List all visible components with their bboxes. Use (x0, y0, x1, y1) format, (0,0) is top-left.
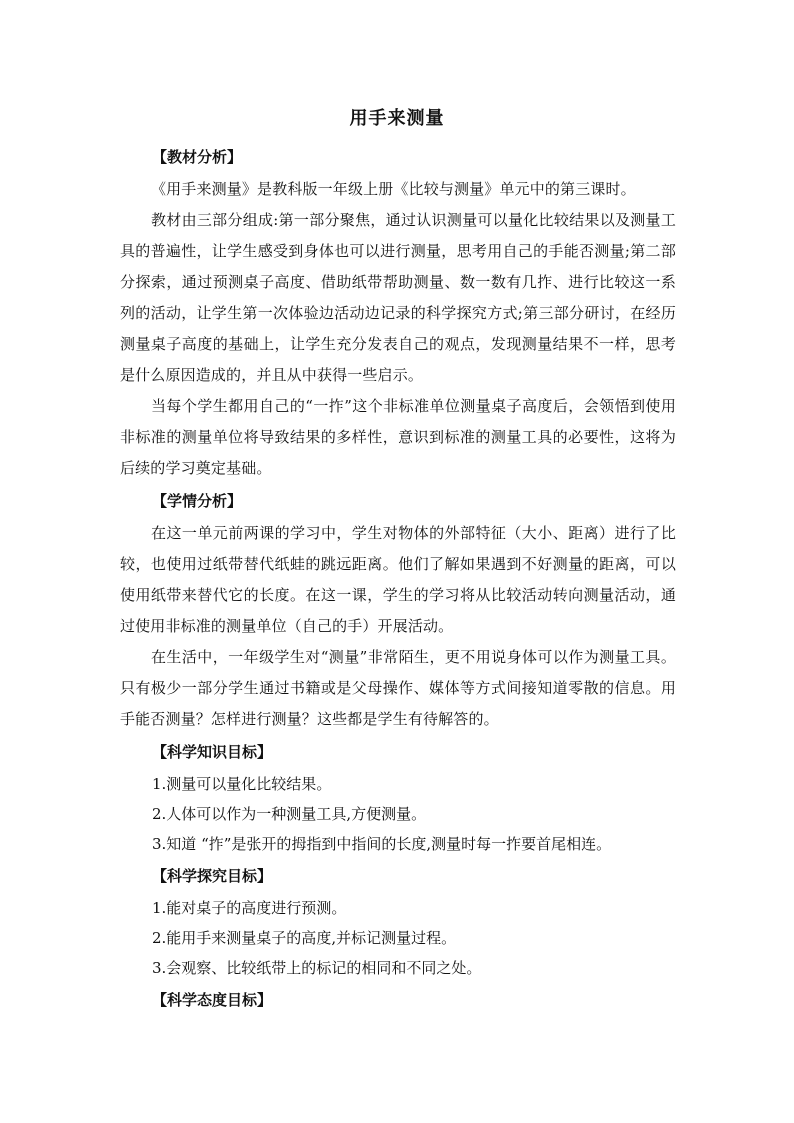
list-item: 2.人体可以作为一种测量工具,方便测量。 (152, 805, 427, 823)
section-heading-knowledge: 【科学知识目标】 (152, 743, 273, 761)
section-heading-attitude: 【科学态度目标】 (152, 991, 273, 1009)
section-heading-students: 【学情分析】 (152, 492, 243, 510)
paragraph: 在生活中，一年级学生对“测量”非常陌生，更不用说身体可以作为测量工具。只有极少一部分学生通过书籍或是父母操作、媒体等方式间接知道零散的信息。用手能否测量？怎样进行测量？这些都是学生有待解答的。 (120, 648, 676, 728)
list-item: 3.会观察、比较纸带上的标记的相同和不同之处。 (152, 959, 482, 977)
list-item: 3.知道 “拃”是张开的拇指到中指间的长度,测量时每一拃要首尾相连。 (152, 835, 612, 853)
list-item: 2.能用手来测量桌子的高度,并标记测量过程。 (152, 929, 457, 947)
section-heading-material: 【教材分析】 (152, 148, 243, 166)
paragraph: 《用手来测量》是教科版一年级上册《比较与测量》单元中的第三课时。 (151, 180, 636, 198)
list-item: 1.能对桌子的高度进行预测。 (152, 899, 347, 917)
paragraph: 当每个学生都用自己的“一拃”这个非标准单位测量桌子高度后，会领悟到使用非标准的测量单位将导致结果的多样性，意识到标准的测量工具的必要性，这将为后续的学习奠定基础。 (120, 397, 676, 477)
document-body (120, 140, 676, 1017)
section-heading-inquiry: 【科学探究目标】 (152, 867, 273, 885)
document-title: 用手来测量 (349, 108, 445, 129)
paragraph: 教材由三部分组成:第一部分聚焦，通过认识测量可以量化比较结果以及测量工具的普遍性，让学生感受到身体也可以进行测量，思考用自己的手能否测量;第二部分探索，通过预测桌子高度、借助纸带帮助测量、数一数有几拃、进行比较这一系列的活动，让学生第一次体验边活动边记录的科学探究方式;第三部分研讨，在经历测量桌子高度的基础上，让学生充分发表自己的观点，发现测量结果不一样，思考是什么原因造成的，并且从中获得一些启示。 (120, 211, 676, 384)
list-item: 1.测量可以量化比较结果。 (152, 775, 332, 793)
paragraph: 在这一单元前两课的学习中，学生对物体的外部特征（大小、距离）进行了比较，也使用过纸带替代纸蛙的跳远距离。他们了解如果遇到不好测量的距离，可以使用纸带来替代它的长度。在这一课，学生的学习将从比较活动转向测量活动，通过使用非标准的测量单位（自己的手）开展活动。 (120, 524, 676, 635)
